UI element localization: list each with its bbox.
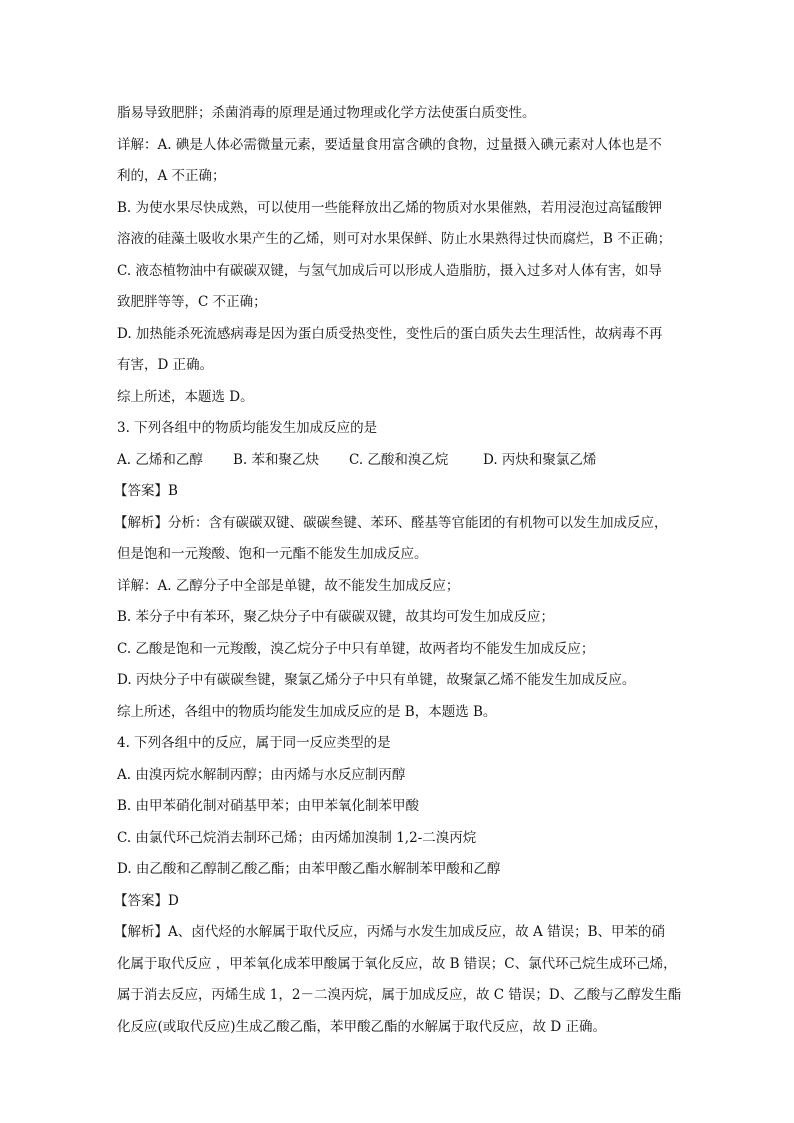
q4-option-c: C. 由氯代环己烷消去制环己烯；由丙烯加溴制 1,2-二溴丙烷 bbox=[117, 830, 477, 846]
text-line: 综上所述，各组中的物质均能发生加成反应的是 B，本题选 B。 bbox=[117, 704, 497, 720]
analysis-line: 【解析】分析：含有碳碳双键、碳碳叁键、苯环、醛基等官能团的有机物可以发生加成反应， bbox=[114, 515, 668, 531]
q3-option-a: A. 乙烯和乙醇 bbox=[117, 452, 203, 468]
q3-option-d: D. 丙炔和聚氯乙烯 bbox=[483, 452, 597, 468]
q3-option-b: B. 苯和聚乙炔 bbox=[233, 452, 320, 468]
answer-label: 【答案】D bbox=[114, 893, 179, 909]
question-4: 4. 下列各组中的反应，属于同一反应类型的是 bbox=[117, 735, 391, 751]
text-line: 详解：A. 碘是人体必需微量元素，要适量食用富含碘的食物，过量摄入碘元素对人体也是不 bbox=[117, 137, 662, 153]
text-line: 详解：A. 乙醇分子中全部是单键，故不能发生加成反应； bbox=[117, 578, 460, 594]
text-line: C. 液态植物油中有碳碳双键，与氢气加成后可以形成人造脂肪，摄入过多对人体有害，如导 bbox=[117, 263, 662, 279]
q3-options bbox=[117, 451, 596, 469]
text-line: 综上所述，本题选 D。 bbox=[117, 389, 254, 405]
text-line: 化反应(或取代反应)生成乙酸乙酯，苯甲酸乙酯的水解属于取代反应，故 D 正确。 bbox=[117, 1019, 606, 1035]
text-line: D. 加热能杀死流感病毒是因为蛋白质受热变性，变性后的蛋白质失去生理活性，故病毒不再 bbox=[117, 326, 663, 342]
text-line: 致肥胖等等，C 不正确； bbox=[117, 294, 267, 310]
text-line: D. 丙炔分子中有碳碳叁键，聚氯乙烯分子中只有单键，故聚氯乙烯不能发生加成反应。 bbox=[117, 672, 636, 688]
question-3: 3. 下列各组中的物质均能发生加成反应的是 bbox=[117, 420, 378, 436]
analysis-line: 【解析】A、卤代烃的水解属于取代反应，丙烯与水发生加成反应，故 A 错误；B、甲苯的硝 bbox=[114, 924, 666, 940]
text-line: B. 为使水果尽快成熟，可以使用一些能释放出乙烯的物质对水果催熟，若用浸泡过高锰酸钾 bbox=[117, 200, 663, 216]
text-line: 但是饱和一元羧酸、饱和一元酯不能发生加成反应。 bbox=[117, 546, 428, 562]
q3-option-c: C. 乙酸和溴乙烷 bbox=[349, 452, 449, 468]
text-line: 化属于取代反应 ，甲苯氧化成苯甲酸属于氧化反应，故 B 错误；C、氯代环己烷生成环己烯， bbox=[117, 956, 677, 972]
text-line: 利的，A 不正确； bbox=[117, 168, 226, 184]
q4-option-d: D. 由乙酸和乙醇制乙酸乙酯；由苯甲酸乙酯水解制苯甲酸和乙醇 bbox=[117, 861, 501, 877]
text-line: 溶液的硅藻土吸收水果产生的乙烯，则可对水果保鲜、防止水果熟得过快而腐烂，B 不正确； bbox=[117, 231, 672, 247]
answer-label: 【答案】B bbox=[114, 483, 178, 499]
text-line: 有害，D 正确。 bbox=[117, 357, 214, 373]
q4-option-b: B. 由甲苯硝化制对硝基甲苯；由甲苯氧化制苯甲酸 bbox=[117, 798, 420, 814]
q4-option-a: A. 由溴丙烷水解制丙醇；由丙烯与水反应制丙醇 bbox=[117, 767, 406, 783]
text-line: B. 苯分子中有苯环，聚乙炔分子中有碳碳双键，故其均可发生加成反应； bbox=[117, 609, 555, 625]
text-line: 脂易导致肥胖；杀菌消毒的原理是通过物理或化学方法使蛋白质变性。 bbox=[117, 105, 536, 121]
text-line: C. 乙酸是饱和一元羧酸，溴乙烷分子中只有单键，故两者均不能发生加成反应； bbox=[117, 641, 595, 657]
text-line: 属于消去反应，丙烯生成 1，2－二溴丙烷，属于加成反应，故 C 错误；D、乙酸与乙醇发生酯 bbox=[117, 987, 682, 1003]
